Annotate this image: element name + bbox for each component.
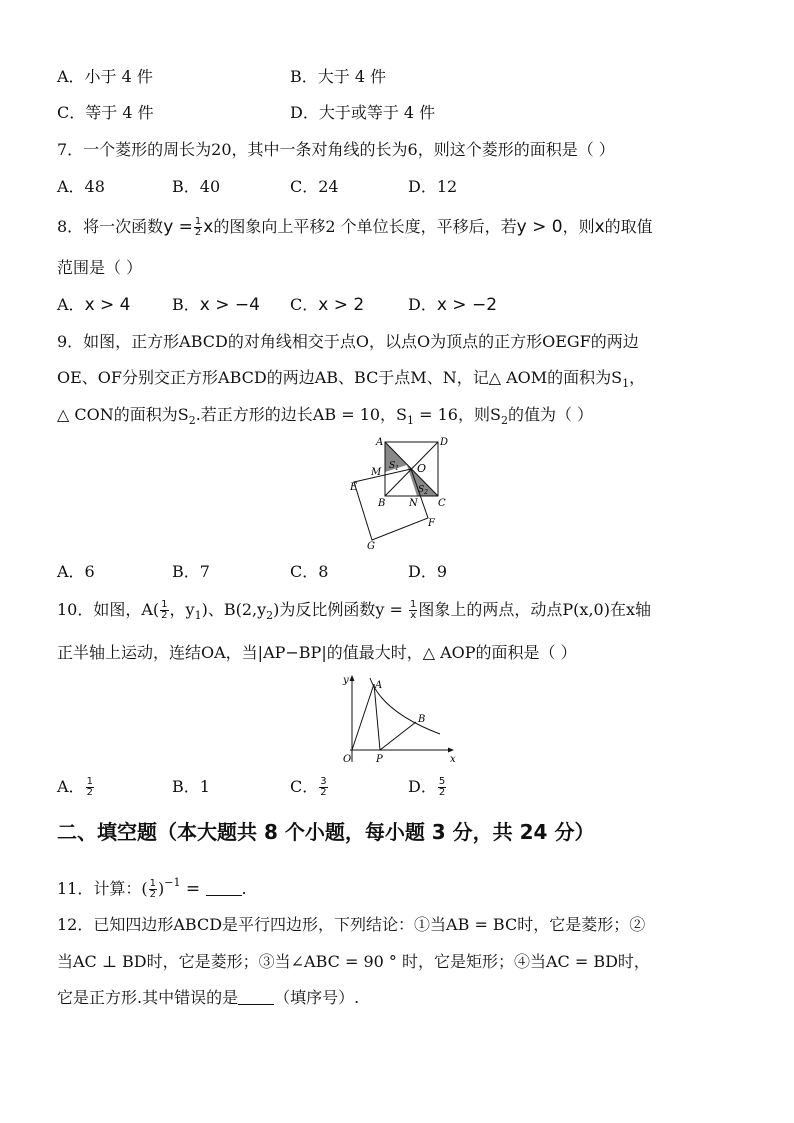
q10-a-frac xyxy=(86,777,94,798)
q10-p3: )、B(2,y xyxy=(201,600,267,619)
q8-c-label: C． xyxy=(290,295,319,314)
q8-stem-line2: 范围是（ ） xyxy=(57,258,143,277)
q12-stem-line1: 12．已知四边形ABCD是平行四边形，下列结论：①当AB = BC时，它是菱形；② xyxy=(57,915,646,934)
q9-l3c: = 16，则S xyxy=(414,405,501,424)
q10-label-b: B xyxy=(418,714,426,725)
q9-l2-sub: 1 xyxy=(622,377,630,390)
q10-label-p: P xyxy=(376,754,383,765)
q11-exponent: −1 xyxy=(164,876,181,889)
q10-stem-line1 xyxy=(57,599,651,627)
q12-l3a: 它是正方形.其中错误的是 xyxy=(57,988,239,1007)
q9-stem-line1: 9．如图，正方形ABCD的对角线相交于点O，以点O为顶点的正方形OEGF的两边 xyxy=(57,332,639,351)
q12-answer-blank[interactable] xyxy=(238,990,274,1005)
q8-text: 8．将一次函数 xyxy=(57,217,164,236)
q10-p5: 图象上的两点，动点P(x,0)在x轴 xyxy=(418,600,651,619)
q9-l3-sub3: 2 xyxy=(500,414,508,427)
q10-figure xyxy=(340,672,460,768)
q6-option-c: C．等于 4 件 xyxy=(57,103,154,122)
q9-s2-sub: 2 xyxy=(424,489,428,496)
q10-option-b: B．1 xyxy=(172,777,210,796)
q10-p2-sub: 1 xyxy=(194,609,202,622)
q8-eq-y: y = xyxy=(163,217,193,237)
q10-frac-1x xyxy=(409,600,417,621)
q8-var: x xyxy=(594,217,605,237)
q9-l3-sub: 2 xyxy=(188,414,196,427)
q11-stem xyxy=(57,872,247,900)
q10-f2-num: 1 xyxy=(410,599,417,610)
q9-stem-line2 xyxy=(57,367,645,395)
q9-label-d: D xyxy=(440,437,449,448)
q10-c-num: 3 xyxy=(320,776,327,787)
q8-stem-line1 xyxy=(57,216,653,238)
q9-option-c: C．8 xyxy=(290,562,329,581)
q10-p2: ，y xyxy=(169,600,195,619)
q10-p3-sub: 2 xyxy=(266,609,274,622)
q9-s1-letter: S xyxy=(389,461,396,471)
q10-f2-den: x xyxy=(410,610,417,621)
q8-frac-den: 2 xyxy=(194,227,202,238)
q10-x-arrow xyxy=(448,748,454,753)
q10-d-frac xyxy=(438,777,446,798)
q10-p4: )为反比例函数y = xyxy=(273,600,409,619)
q10-p1: 10．如图，A( xyxy=(57,600,160,619)
q8-option-d xyxy=(408,294,497,316)
q9-figure xyxy=(340,432,460,552)
q11-p1: 11．计算：( xyxy=(57,879,148,898)
q8-option-c xyxy=(290,294,364,316)
q8-b-label: B． xyxy=(172,295,200,314)
q10-d-num: 5 xyxy=(438,776,446,787)
q8-option-b xyxy=(172,294,260,316)
q10-option-a xyxy=(57,776,95,798)
q8-eq-x: x xyxy=(203,217,214,237)
q10-f1-num: 1 xyxy=(161,599,168,610)
q9-l3d: 的值为（ ） xyxy=(507,405,594,424)
q10-label-o: O xyxy=(343,754,352,765)
q10-a-label: A． xyxy=(57,777,85,796)
q9-label-e: E xyxy=(350,482,358,493)
q9-option-d: D．9 xyxy=(408,562,448,581)
q9-label-m: M xyxy=(371,467,382,478)
q6-option-b: B．大于 4 件 xyxy=(290,67,387,86)
q10-segment-oa xyxy=(352,684,374,750)
q9-l2a: OE、OF分别交正方形ABCD的两边AB、BC于点M、N，记 xyxy=(57,368,489,387)
q8-d-label: D． xyxy=(408,295,437,314)
q9-label-f: F xyxy=(428,518,435,529)
q9-label-o: O xyxy=(417,462,427,475)
q11-frac-den: 2 xyxy=(149,889,156,900)
q8-a-label: A． xyxy=(57,295,85,314)
q7-option-b: B．40 xyxy=(172,177,221,196)
q9-label-c: C xyxy=(438,498,446,509)
q9-label-g: G xyxy=(367,541,375,552)
q8-condition: y > 0 xyxy=(516,217,563,237)
q8-b-value: x > −4 xyxy=(199,295,260,315)
q12-stem-line2: 当AC ⊥ BD时，它是菱形；③当∠ABC = 90 ° 时，它是矩形；④当AC = BD时， xyxy=(57,952,650,971)
q7-stem: 7．一个菱形的周长为20，其中一条对角线的长为6，则这个菱形的面积是（ ） xyxy=(57,140,615,159)
q9-option-b: B．7 xyxy=(172,562,210,581)
q10-segment-pb xyxy=(380,722,416,750)
q10-c-den: 2 xyxy=(320,787,327,798)
q10-label-x: x xyxy=(450,754,456,765)
q8-text4: 的取值 xyxy=(604,217,653,236)
q9-l2c: ， xyxy=(629,368,646,387)
q10-frac-half xyxy=(160,600,168,621)
q8-c-value: x > 2 xyxy=(318,295,365,315)
q10-label-a: A xyxy=(375,680,383,691)
section-heading-fill-in: 二、填空题（本大题共 8 个小题，每小题 3 分，共 24 分） xyxy=(57,820,595,844)
q10-option-c xyxy=(290,776,329,798)
q11-period: . xyxy=(241,879,247,898)
q9-label-a: A xyxy=(376,437,384,448)
q7-option-a: A．48 xyxy=(57,177,105,196)
q11-frac-num: 1 xyxy=(149,878,156,889)
q9-l3-sub2: 1 xyxy=(407,414,415,427)
q8-frac-num: 1 xyxy=(194,216,202,227)
q10-d-label: D． xyxy=(408,777,437,796)
q8-text3: ，则 xyxy=(562,217,595,236)
q6-option-a: A．小于 4 件 xyxy=(57,67,153,86)
q9-stem-line3 xyxy=(57,404,593,432)
q12-l3b: （填序号）. xyxy=(274,988,360,1007)
q7-option-c: C．24 xyxy=(290,177,339,196)
q7-option-d: D．12 xyxy=(408,177,458,196)
q10-a-den: 2 xyxy=(86,787,93,798)
q12-stem-line3 xyxy=(57,987,359,1009)
q8-a-value: x > 4 xyxy=(84,295,131,315)
q10-label-y: y xyxy=(343,675,349,686)
q10-f1-den: 2 xyxy=(161,610,168,621)
q9-option-a: A．6 xyxy=(57,562,95,581)
q9-label-b: B xyxy=(378,498,386,509)
q10-y-arrow xyxy=(350,675,355,681)
q10-a-num: 1 xyxy=(86,776,93,787)
q6-option-d: D．大于或等于 4 件 xyxy=(290,103,436,122)
q9-l3a: △ CON的面积为S xyxy=(57,405,189,424)
q11-frac xyxy=(149,879,157,900)
q11-p2: ) xyxy=(157,879,165,898)
q9-s1-sub: 1 xyxy=(395,465,399,472)
q11-eq: = xyxy=(180,879,206,899)
q10-d-den: 2 xyxy=(438,787,446,798)
q9-label-n: N xyxy=(409,498,418,509)
q9-l2b: △ AOM的面积为S xyxy=(488,368,623,387)
q10-stem-line2: 正半轴上运动，连结OA，当|AP−BP|的值最大时，△ AOP的面积是（ ） xyxy=(57,643,577,662)
q10-option-d xyxy=(408,776,447,798)
q8-option-a xyxy=(57,294,131,316)
q8-d-value: x > −2 xyxy=(436,295,498,315)
q9-s2-letter: S xyxy=(418,485,425,495)
q10-c-frac xyxy=(319,777,327,798)
q9-l3b: .若正方形的边长AB = 10，S xyxy=(195,405,408,424)
q11-answer-blank[interactable] xyxy=(206,881,242,896)
q10-c-label: C． xyxy=(290,777,319,796)
q8-fraction xyxy=(194,217,202,238)
q8-text2: 的图象向上平移2 个单位长度，平移后，若 xyxy=(213,217,517,236)
